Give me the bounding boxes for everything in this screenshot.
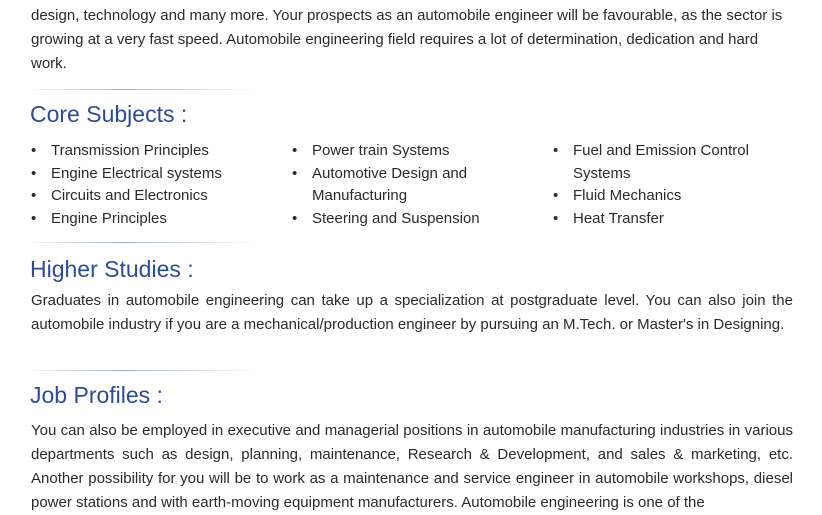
- bullet-icon: •: [31, 164, 37, 182]
- core-subjects-heading: Core Subjects :: [30, 101, 188, 127]
- list-item: • Engine Principles: [31, 208, 276, 231]
- list-item: • Power train Systems: [292, 140, 502, 163]
- core-subjects-column-2: [292, 140, 502, 230]
- bullet-icon: •: [31, 187, 37, 204]
- intro-cut-line: design, technology and many more. Your prospects as an automobile engineer will be favourable, as the sector is: [31, 7, 783, 24]
- list-item: • Steering and Suspension: [292, 208, 502, 231]
- section-divider: [31, 242, 253, 243]
- list-item: • Circuits and Electronics: [31, 185, 276, 208]
- bullet-icon: •: [292, 142, 298, 159]
- intro-paragraph: growing at a very fast speed. Automobile engineering field requires a lot of determination, dedication and hard work.: [31, 31, 759, 72]
- list-item: • Automotive Design and Manufacturing: [292, 164, 468, 204]
- job-profiles-paragraph: You can also be employed in executive and managerial positions in automobile manufacturing industries in various departments such as design, planning, maintenance, Research & Development, and sales & marketing, etc. Another possibility for you will be to work as a maintenance and service engineer in automobile workshops, diesel power stations and with earth-moving equipment manufacturers. Automobile engineering is one of the: [31, 422, 793, 511]
- list-item: • Heat Transfer: [553, 208, 778, 231]
- bullet-icon: •: [553, 142, 559, 159]
- list-item: • Engine Electrical systems: [31, 163, 276, 186]
- bullet-icon: •: [553, 187, 559, 204]
- section-divider: [31, 370, 253, 371]
- higher-studies-paragraph: Graduates in automobile engineering can take up a specialization at postgraduate level. You can also join the automobile industry if you are a mechanical/production engineer by pursuing an M.Tech. or Master's in Designing.: [31, 292, 793, 333]
- bullet-icon: •: [31, 209, 37, 227]
- bullet-icon: •: [292, 209, 298, 227]
- list-item: • Fuel and Emission Control Systems: [553, 142, 749, 182]
- bullet-icon: •: [553, 209, 559, 227]
- list-item: • Transmission Principles: [31, 140, 276, 163]
- job-profiles-heading: Job Profiles :: [30, 382, 163, 408]
- list-item: • Fluid Mechanics: [553, 185, 778, 208]
- section-divider: [31, 89, 253, 90]
- core-subjects-column-3: [553, 140, 778, 230]
- bullet-icon: •: [31, 142, 37, 159]
- core-subjects-column-1: [31, 140, 276, 230]
- higher-studies-heading: Higher Studies :: [30, 256, 194, 282]
- bullet-icon: •: [292, 164, 298, 182]
